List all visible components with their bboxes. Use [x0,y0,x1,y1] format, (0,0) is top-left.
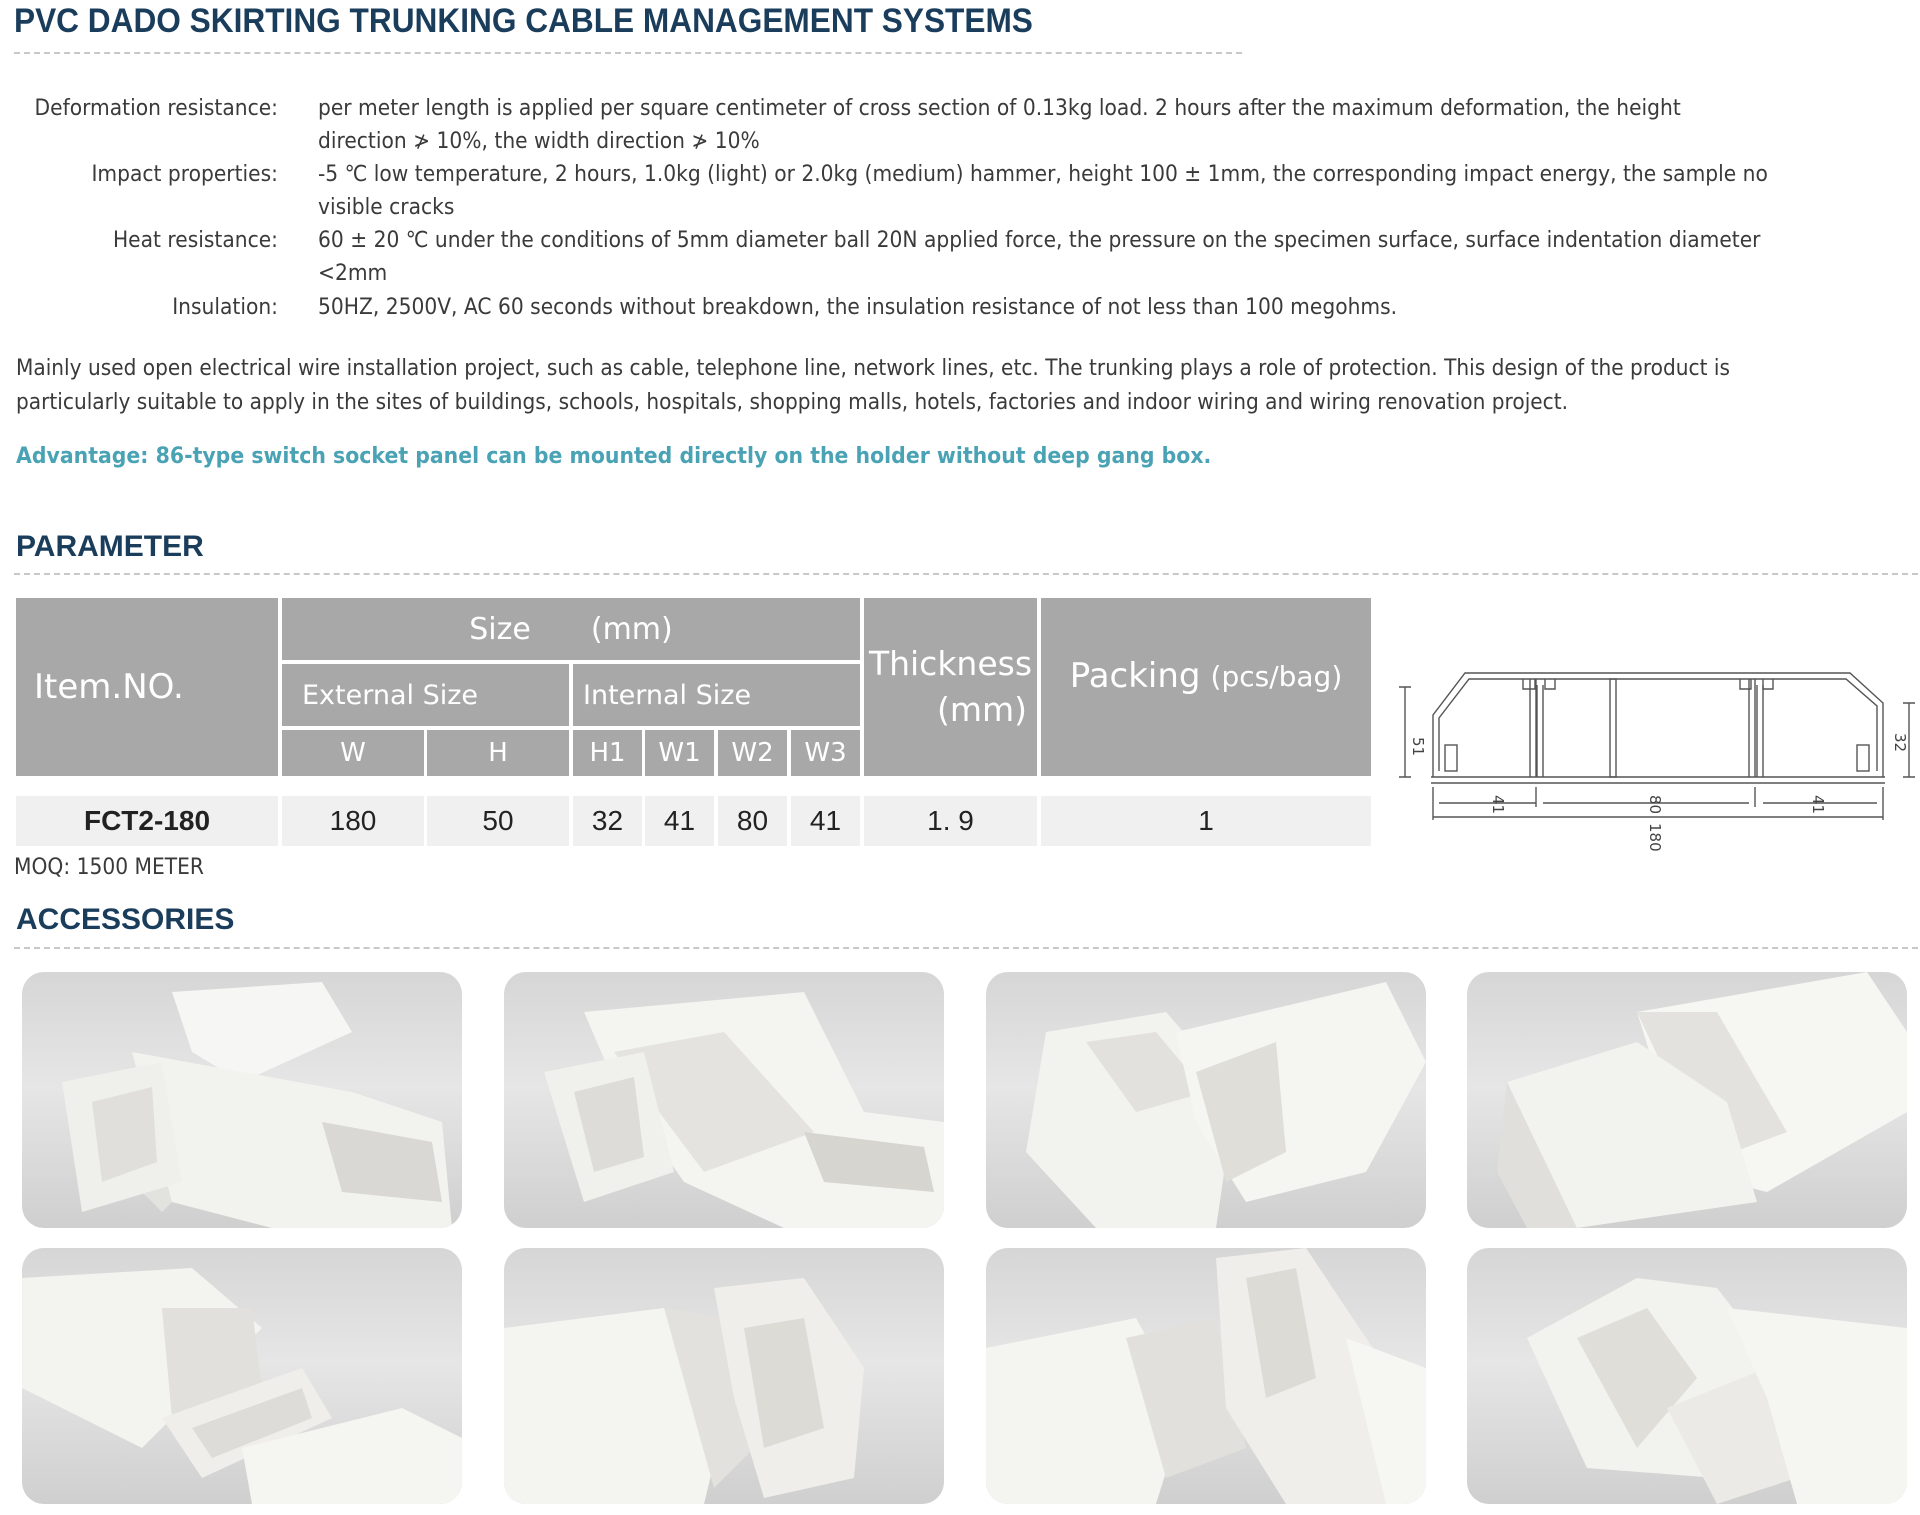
size-header [282,598,860,660]
col-h1-header: H1 [573,730,642,776]
cross-section-drawing [1395,645,1920,860]
col-w-header: W [282,730,424,776]
external-size-header [282,664,569,726]
corner-photo [1467,1248,1907,1504]
page-title: PVC DADO SKIRTING TRUNKING CABLE MANAGEMENT SYSTEMS [14,2,1033,40]
row-w: 180 [282,796,424,846]
spec-label-insulation: Insulation: [172,295,278,320]
col-w3-header: W3 [791,730,860,776]
dim-center-compartment: 80 [1646,795,1664,815]
row-h1: 32 [573,796,642,846]
size-header-unit: (mm) [590,611,673,647]
joint-coupler-photo [22,1248,462,1504]
size-header-label: Size [469,611,531,647]
packing-header-unit: (pcs/bag) [1210,659,1343,693]
tee-angle-photo [986,1248,1426,1504]
dim-height-right: 32 [1891,733,1909,753]
row-h: 50 [427,796,569,846]
accessories-divider [14,947,1918,949]
item-no-header-label: Item.NO. [34,667,184,707]
spec-value-heat-line1: 60 ± 20 ℃ under the conditions of 5mm diameter ball 20N applied force, the pressure on the specimen surface, surface indentation diameter [318,228,1761,253]
dim-left-compartment: 41 [1489,795,1507,815]
internal-size-label: Internal Size [583,679,752,711]
parameter-divider [14,573,1918,575]
moq-text: MOQ: 1500 METER [14,855,204,880]
parameter-title: PARAMETER [16,530,204,563]
accessories-title: ACCESSORIES [16,903,235,936]
spec-label-heat: Heat resistance: [112,228,278,253]
thickness-header-unit: (mm) [936,690,1027,729]
packing-header [1041,598,1371,776]
item-no-header [16,598,278,776]
col-w2-header: W2 [718,730,787,776]
row-w1: 41 [645,796,714,846]
row-thickness: 1. 9 [864,796,1037,846]
row-w3: 41 [791,796,860,846]
packing-header-label: Packing [1069,656,1201,696]
internal-angle-photo [504,1248,944,1504]
row-w2: 80 [718,796,787,846]
col-w1-header: W1 [645,730,714,776]
spec-value-impact-line1: -5 ℃ low temperature, 2 hours, 1.0kg (light) or 2.0kg (medium) hammer, height 100 ± 1mm, the corresponding impact energy, the sample no [318,162,1768,187]
dim-right-compartment: 41 [1809,795,1827,815]
advantage-text: Advantage: 86-type switch socket panel can be mounted directly on the holder without deep gang box. [16,444,1212,469]
col-h-header: H [427,730,569,776]
spec-value-impact-line2: visible cracks [318,195,455,220]
row-item-no: FCT2-180 [16,796,278,846]
description-line2: particularly suitable to apply in the sites of buildings, schools, hospitals, shopping malls, hotels, factories and indoor wiring and wiring renovation project. [16,390,1569,415]
dim-height-left: 51 [1409,737,1427,757]
spec-value-deformation-line2: direction ≯ 10%, the width direction ≯ 10% [318,129,760,154]
title-divider [14,52,1242,54]
spec-label-impact: Impact properties: [91,162,278,187]
external-size-label: External Size [302,679,479,711]
tee-joint-photo [22,972,462,1228]
spec-label-deformation: Deformation resistance: [34,96,279,121]
external-angle-photo [986,972,1426,1228]
row-packing: 1 [1041,796,1371,846]
flat-angle-photo [504,972,944,1228]
spec-value-heat-line2: <2mm [318,261,388,286]
thickness-header [864,598,1037,776]
spec-value-insulation: 50HZ, 2500V, AC 60 seconds without breakdown, the insulation resistance of not less than 100 megohms. [318,295,1398,320]
description-line1: Mainly used open electrical wire installation project, such as cable, telephone line, network lines, etc. The trunking plays a role of protection. This design of the product is [16,356,1730,381]
thickness-header-label: Thickness [868,644,1033,683]
internal-size-header [573,664,860,726]
end-cap-photo [1467,972,1907,1228]
dim-overall-width: 180 [1646,823,1664,852]
spec-value-deformation-line1: per meter length is applied per square centimeter of cross section of 0.13kg load. 2 hours after the maximum deformation, the height [318,96,1681,121]
